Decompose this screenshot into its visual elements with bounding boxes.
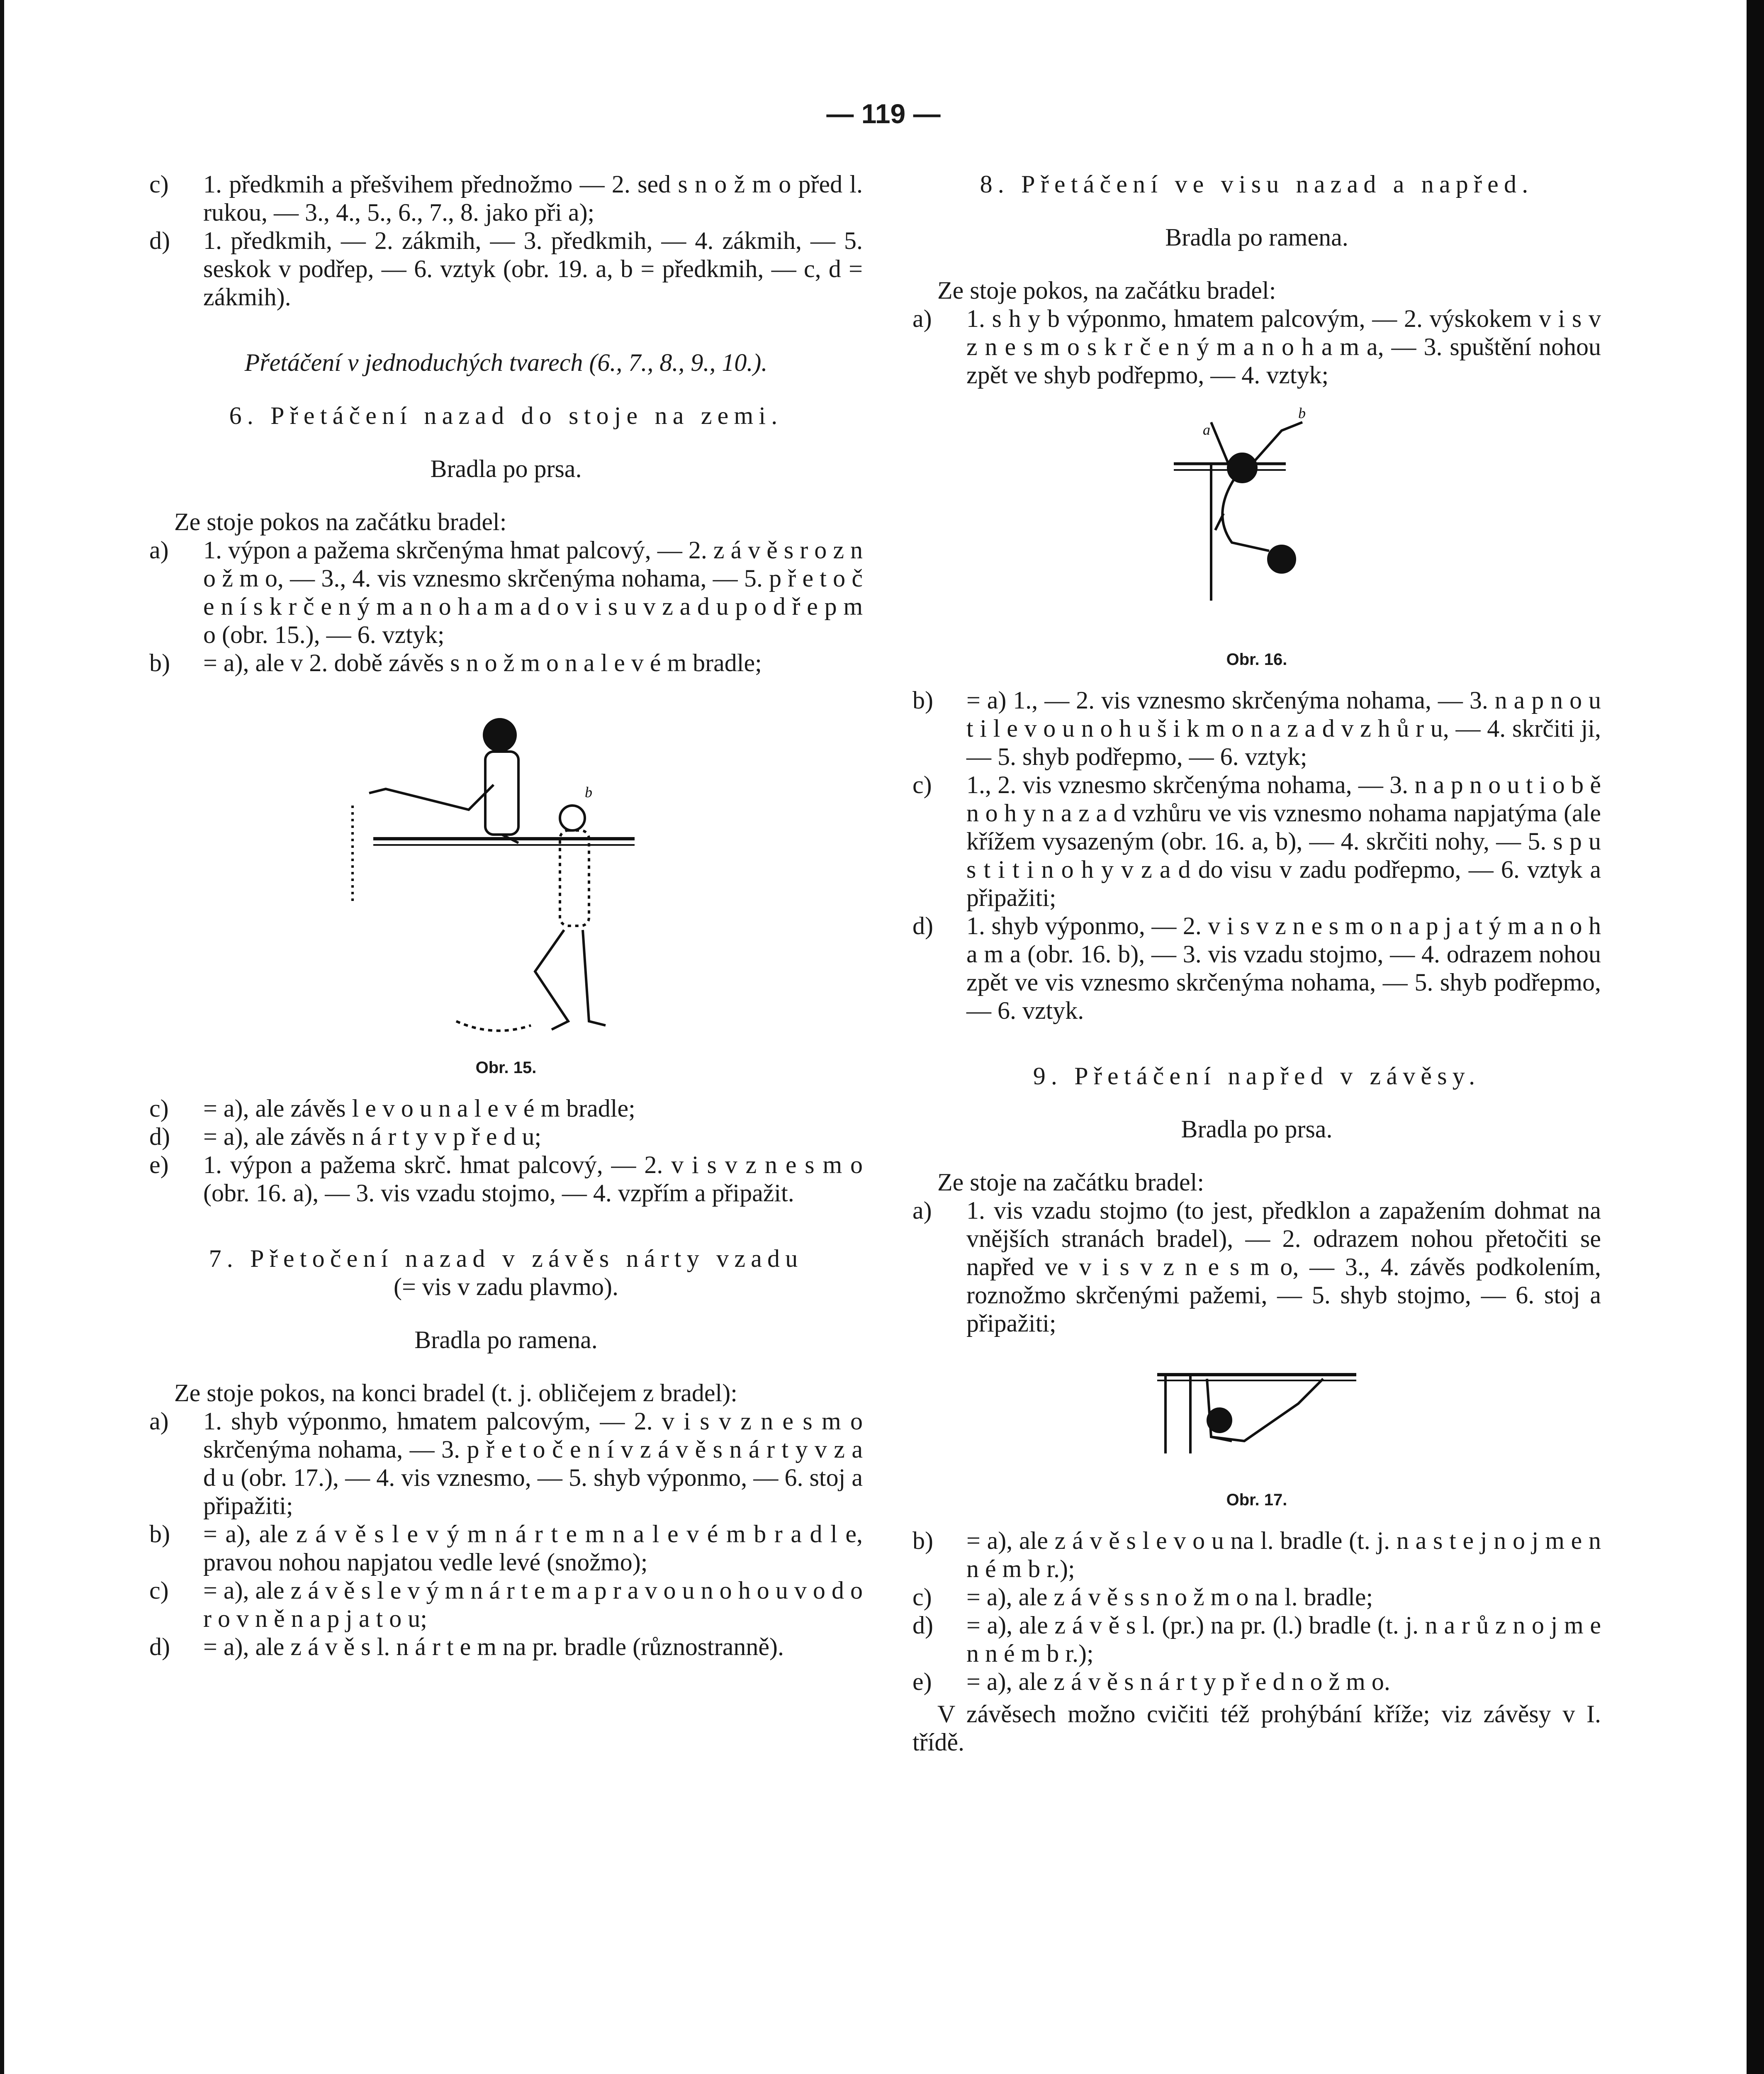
list-item-6c	[149, 1094, 863, 1122]
item-label: c)	[149, 170, 169, 198]
intro-7: Ze stoje pokos, na konci bradel (t. j. obličejem z bradel):	[174, 1379, 737, 1407]
page-number: — 119 —	[826, 98, 941, 129]
figure-15	[149, 706, 863, 1082]
heading-6: 6. Přetáčení nazad do stoje na zemi.	[229, 402, 783, 429]
item-label: b)	[912, 686, 933, 714]
item-text: 1. shyb výponmo, hmatem palcovým, — 2. v i s v z n e s m o skrčenýma nohama, — 3. p ř e t o č e n í v z á v ě s n á r t y v z a d u (obr. 17.), — 4. vis vznesmo, — 5. shyb výponmo, — 6. stoj a připažiti;	[203, 1407, 863, 1519]
list-item-6d	[149, 1122, 863, 1151]
list-item-d-top	[149, 226, 863, 311]
figure-16-caption: Obr. 16.	[1226, 650, 1287, 669]
left-column	[149, 170, 863, 1661]
list-item-9d	[912, 1611, 1601, 1667]
heading-8: 8. Přetáčení ve visu nazad a napřed.	[980, 170, 1534, 198]
list-item-8b	[912, 686, 1601, 771]
list-item-7c	[149, 1576, 863, 1633]
figure-16-illustration	[1161, 406, 1352, 638]
scan-right-edge	[1747, 0, 1764, 2074]
item-text: 1. výpon a pažema skrčenýma hmat palcový, — 2. z á v ě s r o z n o ž m o, — 3., 4. vis vznesmo skrčenýma nohama, — 5. p ř e t o č e n í s k r č e n ý m a n o h a m a d o v i s u v z a d u p o d ř e p m o (obr. 15.), — 6. vztyk;	[203, 536, 863, 648]
item-text: 1. shyb výponmo, — 2. v i s v z n e s m o n a p j a t ý m a n o h a m a (obr. 16. b), — 3. vis vzadu stojmo, — 4. odrazem nohou zpět ve vis vznesmo skrčenýma nohama, — 5. shyb podřepmo, — 6. vztyk.	[966, 912, 1601, 1024]
figure-15-mark: b	[585, 784, 592, 801]
intro-6: Ze stoje pokos na začátku bradel:	[174, 508, 507, 536]
intro-8: Ze stoje pokos, na začátku bradel:	[937, 277, 1276, 304]
item-label: a)	[149, 1407, 169, 1435]
item-text: = a), ale v 2. době závěs s n o ž m o n a l e v é m bradle;	[203, 649, 762, 677]
section-intro: Přetáčení v jednoduchých tvarech (6., 7., 8., 9., 10.).	[244, 349, 768, 376]
item-label: d)	[149, 1123, 170, 1150]
closing-note: V závěsech možno cvičiti též prohýbání kříže; viz závěsy v I. třídě.	[912, 1700, 1601, 1756]
subheading-8: Bradla po ramena.	[1165, 224, 1348, 251]
list-item-c-top	[149, 170, 863, 226]
item-text: 1. výpon a pažema skrč. hmat palcový, — 2. v i s v z n e s m o (obr. 16. a), — 3. vis vzadu stojmo, — 4. vzpřím a připažit.	[203, 1151, 863, 1207]
item-label: c)	[912, 1583, 932, 1611]
intro-9: Ze stoje na začátku bradel:	[937, 1168, 1204, 1196]
item-label: b)	[912, 1527, 933, 1554]
figure-16	[912, 406, 1601, 674]
figure-17-illustration	[1149, 1354, 1365, 1478]
figure-15-illustration	[336, 706, 676, 1046]
item-text: = a), ale z á v ě s s n o ž m o na l. bradle;	[966, 1583, 1373, 1611]
item-text: = a), ale z á v ě s l e v ý m n á r t e m n a l e v é m b r a d l e, pravou nohou napjatou vedle levé (snožmo);	[203, 1520, 863, 1576]
item-text: = a) 1., — 2. vis vznesmo skrčenýma nohama, — 3. n a p n o u t i l e v o u n o h u š i k m o n a z a d v z h ů r u, — 4. skrčiti ji, — 5. shyb podřepmo, — 6. vztyk;	[966, 686, 1601, 770]
item-label: c)	[912, 771, 932, 798]
figure-17	[912, 1354, 1601, 1514]
heading-7: 7. Přetočení nazad v závěs nárty vzadu	[209, 1245, 803, 1272]
item-text: = a), ale z á v ě s l e v o u na l. bradle (t. j. n a s t e j n o j m e n n é m b r.);	[966, 1527, 1601, 1582]
item-text: = a), ale závěs n á r t y v p ř e d u;	[203, 1123, 542, 1150]
figure-16-mark-b: b	[1298, 406, 1306, 421]
list-item-8d	[912, 912, 1601, 1025]
item-label: d)	[149, 1633, 170, 1660]
list-item-9a	[912, 1196, 1601, 1337]
heading-9: 9. Přetáčení napřed v závěsy.	[1033, 1062, 1481, 1090]
item-text: = a), ale z á v ě s l. (pr.) na pr. (l.) bradle (t. j. n a r ů z n o j m e n n é m b r.);	[966, 1611, 1601, 1667]
item-label: c)	[149, 1577, 169, 1604]
item-label: a)	[149, 536, 169, 564]
list-item-9e	[912, 1667, 1601, 1696]
list-item-6b	[149, 649, 863, 677]
item-label: b)	[149, 649, 170, 677]
item-text: 1. s h y b výponmo, hmatem palcovým, — 2. výskokem v i s v z n e s m o s k r č e n ý m a n o h a m a, — 3. spuštění nohou zpět ve shyb podřepmo, — 4. vztyk;	[966, 305, 1601, 389]
item-label: e)	[912, 1668, 932, 1695]
list-item-7b	[149, 1520, 863, 1576]
item-text: 1. vis vzadu stojmo (to jest, předklon a zapažením dohmat na vnějších stranách bradel), — 2. odrazem nohou přetočiti se napřed ve v i s v z n e s m o, — 3., 4. závěs podkolením, roznožmo skrčenými pažemi, — 5. shyb stojmo, — 6. stoj a připažiti;	[966, 1197, 1601, 1337]
subheading-9: Bradla po prsa.	[1181, 1115, 1333, 1143]
item-text: = a), ale závěs l e v o u n a l e v é m bradle;	[203, 1095, 635, 1122]
list-item-8a	[912, 304, 1601, 389]
list-item-6e	[149, 1151, 863, 1207]
item-label: b)	[149, 1520, 170, 1548]
item-text: = a), ale z á v ě s n á r t y p ř e d n o ž m o.	[966, 1668, 1390, 1695]
item-label: a)	[912, 1197, 932, 1224]
list-item-7d	[149, 1633, 863, 1661]
figure-15-caption: Obr. 15.	[475, 1059, 537, 1077]
item-label: e)	[149, 1151, 169, 1178]
figure-16-mark-a: a	[1203, 421, 1210, 438]
item-text: 1. předkmih, — 2. zákmih, — 3. předkmih, — 4. zákmih, — 5. seskok v podřep, — 6. vztyk (obr. 19. a, b = předkmih, — c, d = zákmih).	[203, 227, 863, 311]
right-column	[912, 170, 1601, 1756]
item-label: c)	[149, 1095, 169, 1122]
list-item-9c	[912, 1583, 1601, 1611]
item-text: = a), ale z á v ě s l. n á r t e m na pr. bradle (různostranně).	[203, 1633, 784, 1660]
heading-7-line2: (= vis v zadu plavmo).	[393, 1273, 619, 1300]
list-item-9b	[912, 1526, 1601, 1583]
item-label: d)	[149, 227, 170, 254]
item-text: = a), ale z á v ě s l e v ý m n á r t e m a p r a v o u n o h o u v o d o r o v n ě n a p j a t o u;	[203, 1577, 863, 1632]
item-text: 1., 2. vis vznesmo skrčenýma nohama, — 3. n a p n o u t i o b ě n o h y n a z a d vzhůru ve vis vznesmo nohama napjatýma (ale křížem vysazeným (obr. 16. a, b), — 4. skrčiti nohy, — 5. s p u s t i t i n o h y v z a d do visu v zadu podřepmo, — 6. vztyk a připažiti;	[966, 771, 1601, 911]
subheading-6: Bradla po prsa.	[430, 455, 582, 482]
list-item-7a	[149, 1407, 863, 1520]
list-item-6a	[149, 536, 863, 649]
figure-17-caption: Obr. 17.	[1226, 1491, 1287, 1509]
item-label: a)	[912, 305, 932, 332]
list-top	[149, 170, 863, 311]
subheading-7: Bradla po ramena.	[414, 1326, 598, 1353]
scan-left-edge	[0, 0, 4, 2074]
item-text: 1. předkmih a přešvihem přednožmo — 2. sed s n o ž m o před l. rukou, — 3., 4., 5., 6., 7., 8. jako při a);	[203, 170, 863, 226]
item-label: d)	[912, 912, 933, 940]
item-label: d)	[912, 1611, 933, 1639]
list-item-8c	[912, 771, 1601, 912]
